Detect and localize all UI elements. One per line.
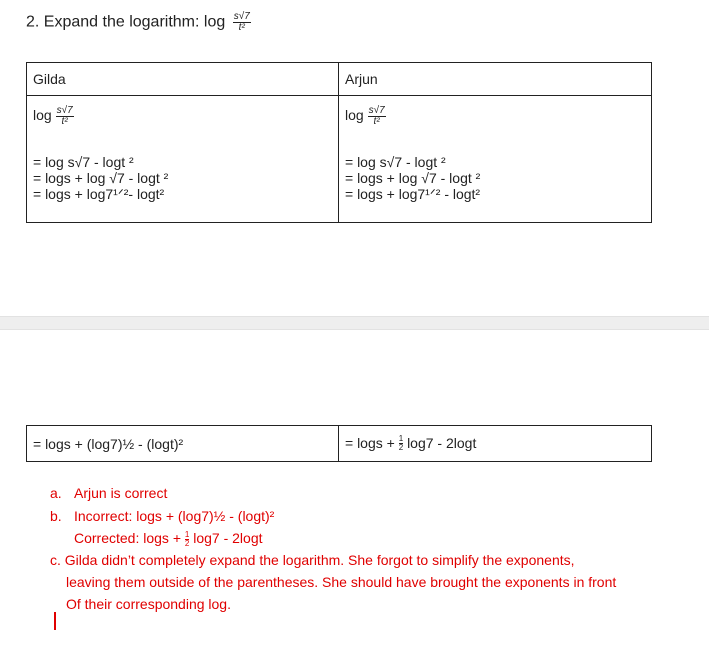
question-fraction xyxy=(233,12,251,33)
text-cursor xyxy=(54,612,56,630)
answer-b-fraction xyxy=(185,531,189,548)
arjun-final-fraction-numerator: 1 xyxy=(398,434,404,444)
answer-a-marker: a. xyxy=(50,485,62,501)
arjun-given-numerator: s√7 xyxy=(368,105,385,116)
arjun-final-prefix: = logs + xyxy=(345,434,395,451)
answer-c-line-3: Of their corresponding log. xyxy=(66,596,231,612)
answer-b-text: Incorrect: logs + (log7)½ - (logt)² xyxy=(74,508,275,524)
answer-c-line-2: leaving them outside of the parentheses. She should have brought the exponents in front xyxy=(66,574,617,590)
arjun-work-cell[interactable] xyxy=(339,96,652,223)
question-heading xyxy=(26,12,251,33)
arjun-final-fraction-denominator: 2 xyxy=(398,443,404,453)
arjun-given-denominator: t² xyxy=(373,116,380,127)
arjun-given-fraction xyxy=(368,106,386,127)
gilda-given-log: log xyxy=(33,107,52,124)
question-number: 2. xyxy=(26,13,40,31)
answer-b-corrected-prefix: Corrected: logs + xyxy=(74,530,181,546)
question-prompt: Expand the logarithm: log xyxy=(43,13,226,31)
gilda-final-expression: = logs + (log7)½ - (logt)² xyxy=(33,435,184,452)
gilda-step-1: = log s√7 - logt ² xyxy=(33,154,134,170)
page-break xyxy=(0,316,709,330)
gilda-final-cell[interactable] xyxy=(27,426,339,462)
answer-a xyxy=(50,482,167,504)
gilda-given-denominator: t² xyxy=(61,116,68,127)
answer-b-fraction-denominator: 2 xyxy=(184,538,190,548)
comparison-table xyxy=(26,62,652,223)
arjun-final-cell[interactable] xyxy=(339,426,652,462)
arjun-step-3: = logs + log7¹ᐟ² - logt² xyxy=(345,186,481,202)
header-arjun: Arjun xyxy=(339,63,652,96)
final-results-table xyxy=(26,425,652,462)
gilda-given xyxy=(33,106,332,142)
answer-b-corrected xyxy=(74,527,263,549)
answer-a-text: Arjun is correct xyxy=(74,485,168,501)
answer-b-fraction-numerator: 1 xyxy=(184,529,190,539)
arjun-final-fraction xyxy=(399,435,403,452)
answer-b-marker: b. xyxy=(50,508,62,524)
answer-b-corrected-suffix: log7 - 2logt xyxy=(193,530,263,546)
gilda-given-fraction xyxy=(56,106,74,127)
header-gilda: Gilda xyxy=(27,63,339,96)
arjun-given xyxy=(345,106,645,142)
arjun-step-1: = log s√7 - logt ² xyxy=(345,154,446,170)
question-fraction-numerator: s√7 xyxy=(233,11,250,22)
arjun-step-2: = logs + log √7 - logt ² xyxy=(345,170,481,186)
answer-b xyxy=(50,505,274,527)
answer-c-line-1: c. Gilda didn’t completely expand the logarithm. She forgot to simplify the exponents, xyxy=(50,552,575,568)
question-fraction-denominator: t² xyxy=(238,22,245,33)
gilda-given-numerator: s√7 xyxy=(56,105,73,116)
gilda-work-cell[interactable] xyxy=(27,96,339,223)
gilda-step-3: = logs + log7¹ᐟ²- logt² xyxy=(33,186,165,202)
arjun-final-suffix: log7 - 2logt xyxy=(407,434,477,451)
arjun-given-log: log xyxy=(345,107,364,124)
gilda-step-2: = logs + log √7 - logt ² xyxy=(33,170,169,186)
answer-c xyxy=(50,549,616,615)
